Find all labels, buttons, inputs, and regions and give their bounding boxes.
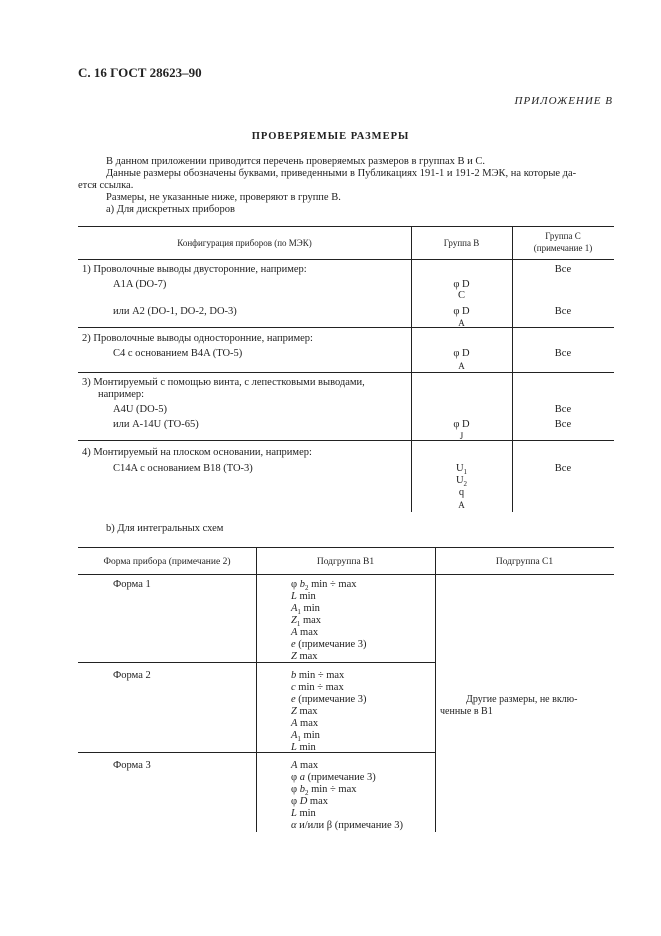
t1-row1b-c: Все xyxy=(554,306,572,317)
t2-form1-line6: e (примечание 3) xyxy=(291,639,367,650)
t1-row3-title: 3) Монтируемый с помощью винта, с лепестковыми выводами, xyxy=(82,377,365,388)
t2-form1-line1: φ $b_2$ min ÷ max xyxy=(291,579,357,593)
t2-header-c1: Подгруппа C1 xyxy=(495,557,554,567)
page-header: С. 16 ГОСТ 28623–90 xyxy=(78,65,202,80)
t1-header-group-c-note: (примечание 1) xyxy=(533,243,593,253)
t1-row2a-b1: φ D xyxy=(453,348,470,359)
t1-header-group-c: Группа С xyxy=(545,231,581,241)
intro-paragraph-2: Данные размеры обозначены буквами, приведенными в Публикациях 191-1 и 191-2 МЭК, на которые да- xyxy=(106,168,577,179)
t2-form1: Форма 1 xyxy=(113,579,151,590)
appendix-label: ПРИЛОЖЕНИЕ В xyxy=(514,95,613,107)
t2-form1-line5: A max xyxy=(291,627,319,638)
t1-row3b-b1: φ D xyxy=(453,419,470,430)
t2-form1-line2: L min xyxy=(291,591,316,602)
t1-row1b-b2: A xyxy=(458,318,465,328)
t1-row1a-label: A1A (DO-7) xyxy=(113,279,167,290)
t2-form2-line5: A max xyxy=(291,718,319,729)
t2-form2-line4: Z max xyxy=(291,706,318,717)
t2-c1-text-cont: ченные в B1 xyxy=(440,706,493,717)
t1-row3b-b2: J xyxy=(459,431,464,441)
t1-row4a-b1: $U_1$ xyxy=(455,463,468,477)
t2-form3-line5: L min xyxy=(291,808,316,819)
t2-form2-line3: e (примечание 3) xyxy=(291,694,367,705)
t1-row3b-label: или A-14U (TO-65) xyxy=(113,419,199,430)
t1-row1-c: Все xyxy=(554,264,572,275)
page-title: ПРОВЕРЯЕМЫЕ РАЗМЕРЫ xyxy=(251,131,410,142)
intro-paragraph-2-cont: ется ссылка. xyxy=(78,180,134,191)
t2-form2-line1: b min ÷ max xyxy=(291,670,345,681)
t2-form2-line2: c min ÷ max xyxy=(291,682,344,693)
t1-row2a-c: Все xyxy=(554,348,572,359)
t1-row3a-label: A4U (DO-5) xyxy=(113,404,167,415)
t2-form2-line7: L min xyxy=(291,742,316,753)
t1-row4a-c: Все xyxy=(554,463,572,474)
section-b-label: b) Для интегральных схем xyxy=(106,523,224,534)
t1-row1-title: 1) Проволочные выводы двусторонние, например: xyxy=(82,264,307,275)
t2-form1-line3: $A_1$ min xyxy=(291,603,320,617)
intro-paragraph-3: Размеры, не указанные ниже, проверяют в группе В. xyxy=(106,192,341,203)
t1-row4a-b3: q xyxy=(458,487,465,498)
t2-form3-line1: A max xyxy=(291,760,319,771)
t2-form3-line4: φ D max xyxy=(291,796,328,807)
t2-header-form: Форма прибора (примечание 2) xyxy=(103,557,231,567)
t1-row1a-b2: C xyxy=(457,290,465,301)
t2-form3-line6: α и/или β (примечание 3) xyxy=(291,820,403,831)
t1-header-config: Конфигурация приборов (по МЭК) xyxy=(177,238,312,248)
t2-form3-line2: φ a (примечание 3) xyxy=(291,772,376,783)
t1-row1b-label: или A2 (DO-1, DO-2, DO-3) xyxy=(113,306,237,317)
t1-row4-title: 4) Монтируемый на плоском основании, например: xyxy=(82,447,312,458)
intro-paragraph-1: В данном приложении приводится перечень проверяемых размеров в группах В и С. xyxy=(106,156,485,167)
t2-form3: Форма 3 xyxy=(113,760,151,771)
t1-row2-title: 2) Проволочные выводы односторонние, например: xyxy=(82,333,313,344)
t1-row3-title-cont: например: xyxy=(98,389,145,400)
t2-form3-line3: φ $b_2$ min ÷ max xyxy=(291,784,357,798)
t2-form2: Форма 2 xyxy=(113,670,151,681)
t1-row1b-b1: φ D xyxy=(453,306,470,317)
t2-header-b1: Подгруппа B1 xyxy=(316,557,375,567)
t1-row3a-c: Все xyxy=(554,404,572,415)
t1-row4a-label: C14A с основанием B18 (TO-3) xyxy=(113,463,253,474)
t1-row3b-c: Все xyxy=(554,419,572,430)
section-a-label: а) Для дискретных приборов xyxy=(106,204,235,215)
t1-row1a-b1: φ D xyxy=(453,279,470,290)
t1-header-group-b: Группа В xyxy=(443,238,480,248)
t2-form1-line4: $Z_1$ max xyxy=(291,615,322,629)
t1-row4a-b4: A xyxy=(458,500,465,510)
t2-form2-line6: $A_1$ min xyxy=(291,730,320,744)
t2-form1-line7: Z max xyxy=(291,651,318,662)
t2-c1-text: Другие размеры, не вклю- xyxy=(466,694,578,705)
t1-row2a-label: C4 с основанием B4A (TO-5) xyxy=(113,348,243,359)
t1-row2a-b2: A xyxy=(458,361,465,371)
t1-row4a-b2: $U_2$ xyxy=(455,475,468,489)
